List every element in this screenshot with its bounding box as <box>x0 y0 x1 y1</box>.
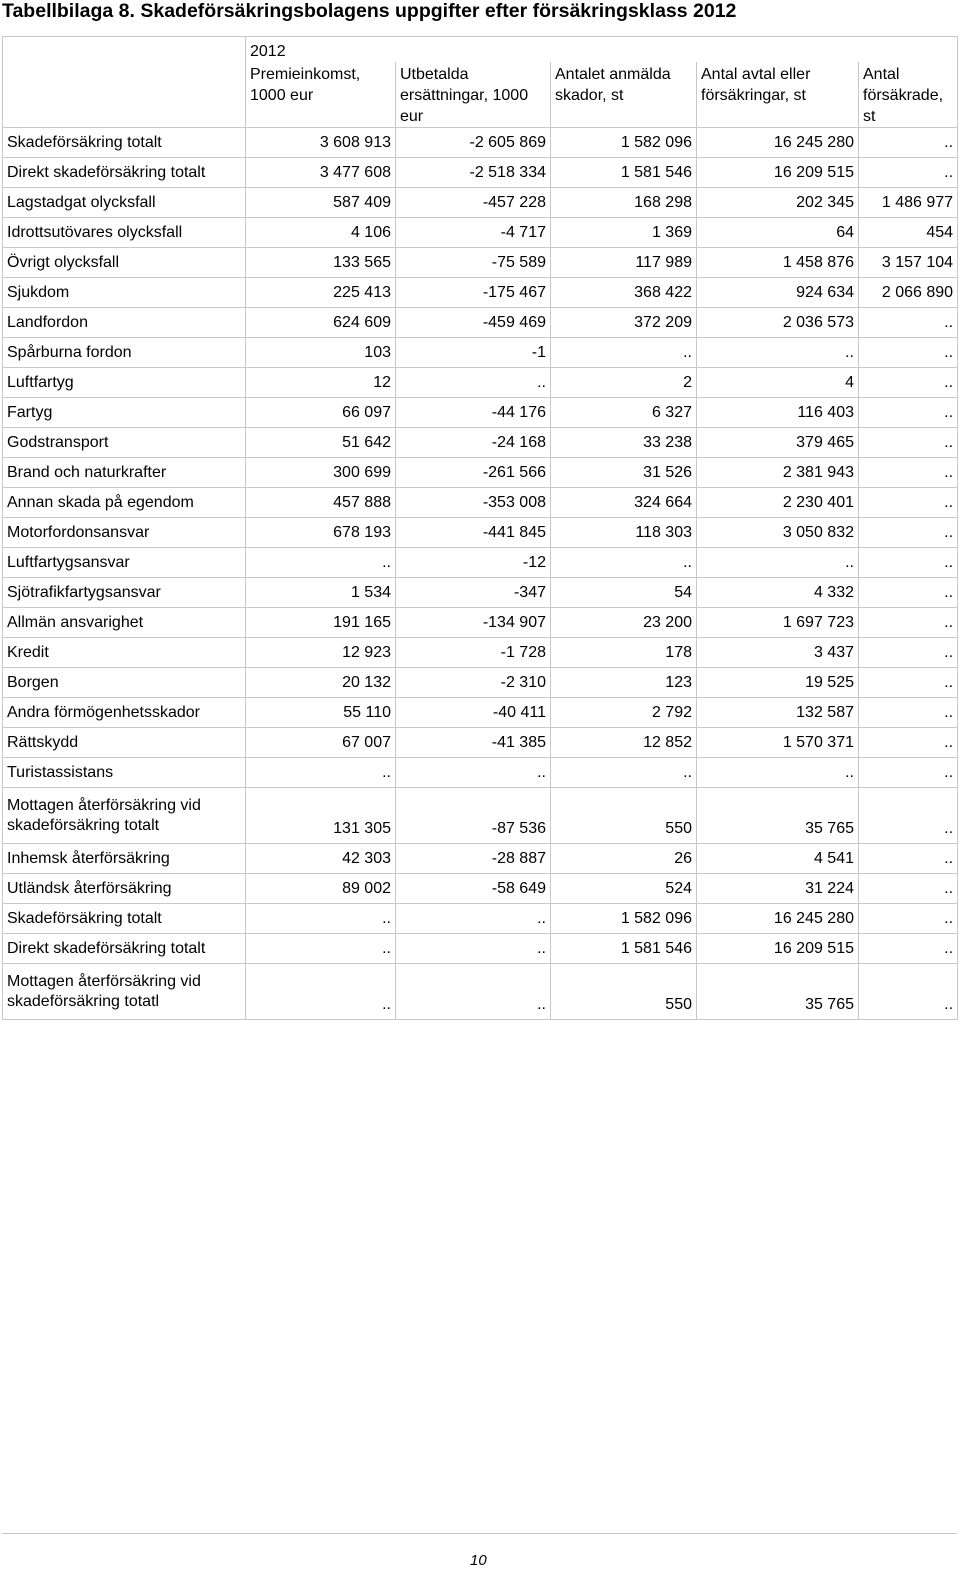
value-cell: 1 458 876 <box>697 248 859 278</box>
column-header-premium: Premieinkomst, 1000 eur <box>246 62 396 128</box>
value-cell: 66 097 <box>246 398 396 428</box>
value-cell: .. <box>697 548 859 578</box>
value-cell: 26 <box>551 844 697 874</box>
value-cell: .. <box>246 964 396 1020</box>
value-cell: -459 469 <box>396 308 551 338</box>
value-cell: 202 345 <box>697 188 859 218</box>
column-header-claims-paid: Utbetalda ersättningar, 1000 eur <box>396 62 551 128</box>
value-cell: 16 209 515 <box>697 158 859 188</box>
row-label: Annan skada på egendom <box>3 488 246 518</box>
value-cell: .. <box>551 548 697 578</box>
table-row <box>3 488 958 518</box>
value-cell: 372 209 <box>551 308 697 338</box>
value-cell: .. <box>396 368 551 398</box>
page-title: Tabellbilaga 8. Skadeförsäkringsbolagens uppgifter efter försäkringsklass 2012 <box>2 0 737 22</box>
value-cell: .. <box>859 608 958 638</box>
value-cell: 6 327 <box>551 398 697 428</box>
value-cell: 67 007 <box>246 728 396 758</box>
value-cell: 123 <box>551 668 697 698</box>
value-cell: .. <box>859 398 958 428</box>
table-row <box>3 698 958 728</box>
column-header-contracts: Antal avtal eller försäkringar, st <box>697 62 859 128</box>
value-cell: 379 465 <box>697 428 859 458</box>
value-cell: 35 765 <box>697 964 859 1020</box>
footer-divider <box>2 1533 957 1534</box>
value-cell: 64 <box>697 218 859 248</box>
value-cell: 51 642 <box>246 428 396 458</box>
table-row <box>3 728 958 758</box>
value-cell: 168 298 <box>551 188 697 218</box>
value-cell: 454 <box>859 218 958 248</box>
value-cell: 35 765 <box>697 788 859 844</box>
table-row <box>3 368 958 398</box>
value-cell: 2 381 943 <box>697 458 859 488</box>
value-cell: 1 369 <box>551 218 697 248</box>
value-cell: .. <box>859 128 958 158</box>
value-cell: -441 845 <box>396 518 551 548</box>
row-label: Spårburna fordon <box>3 338 246 368</box>
value-cell: .. <box>859 428 958 458</box>
table-row <box>3 638 958 668</box>
value-cell: .. <box>396 964 551 1020</box>
value-cell: 3 157 104 <box>859 248 958 278</box>
value-cell: .. <box>697 758 859 788</box>
value-cell: .. <box>859 728 958 758</box>
value-cell: 1 570 371 <box>697 728 859 758</box>
row-label: Rättskydd <box>3 728 246 758</box>
value-cell: .. <box>859 338 958 368</box>
value-cell: -457 228 <box>396 188 551 218</box>
table-row <box>3 578 958 608</box>
value-cell: 1 486 977 <box>859 188 958 218</box>
row-label: Brand och naturkrafter <box>3 458 246 488</box>
table-row <box>3 398 958 428</box>
value-cell: .. <box>859 934 958 964</box>
value-cell: -2 310 <box>396 668 551 698</box>
value-cell: 12 <box>246 368 396 398</box>
value-cell: .. <box>246 758 396 788</box>
value-cell: 20 132 <box>246 668 396 698</box>
value-cell: .. <box>859 488 958 518</box>
value-cell: 117 989 <box>551 248 697 278</box>
table-body <box>3 37 958 1020</box>
row-label: Fartyg <box>3 398 246 428</box>
value-cell: -134 907 <box>396 608 551 638</box>
value-cell: 1 697 723 <box>697 608 859 638</box>
value-cell: 3 437 <box>697 638 859 668</box>
value-cell: -41 385 <box>396 728 551 758</box>
row-label: Landfordon <box>3 308 246 338</box>
value-cell: -2 518 334 <box>396 158 551 188</box>
value-cell: .. <box>697 338 859 368</box>
value-cell: .. <box>859 844 958 874</box>
value-cell: -347 <box>396 578 551 608</box>
value-cell: 42 303 <box>246 844 396 874</box>
page-number: 10 <box>470 1552 487 1569</box>
value-cell: 524 <box>551 874 697 904</box>
value-cell: 103 <box>246 338 396 368</box>
value-cell: 2 230 401 <box>697 488 859 518</box>
value-cell: .. <box>859 458 958 488</box>
row-label: Borgen <box>3 668 246 698</box>
value-cell: -353 008 <box>396 488 551 518</box>
value-cell: -4 717 <box>396 218 551 248</box>
value-cell: 2 <box>551 368 697 398</box>
value-cell: 2 036 573 <box>697 308 859 338</box>
value-cell: .. <box>859 578 958 608</box>
value-cell: 16 245 280 <box>697 128 859 158</box>
row-label: Luftfartyg <box>3 368 246 398</box>
value-cell: 16 209 515 <box>697 934 859 964</box>
value-cell: 368 422 <box>551 278 697 308</box>
value-cell: 300 699 <box>246 458 396 488</box>
value-cell: 550 <box>551 788 697 844</box>
value-cell: .. <box>859 964 958 1020</box>
value-cell: 31 526 <box>551 458 697 488</box>
value-cell: .. <box>396 904 551 934</box>
value-cell: -24 168 <box>396 428 551 458</box>
value-cell: 12 852 <box>551 728 697 758</box>
value-cell: .. <box>859 368 958 398</box>
value-cell: 4 332 <box>697 578 859 608</box>
table-row <box>3 218 958 248</box>
value-cell: 54 <box>551 578 697 608</box>
table-row <box>3 608 958 638</box>
table-row <box>3 308 958 338</box>
table-row <box>3 518 958 548</box>
value-cell: -175 467 <box>396 278 551 308</box>
value-cell: .. <box>859 668 958 698</box>
row-label: Utländsk återförsäkring <box>3 874 246 904</box>
row-label: Mottagen återförsäkring vid skadeförsäkring totalt <box>3 788 246 844</box>
value-cell: .. <box>551 338 697 368</box>
value-cell: 1 582 096 <box>551 128 697 158</box>
value-cell: 178 <box>551 638 697 668</box>
value-cell: 191 165 <box>246 608 396 638</box>
value-cell: 4 541 <box>697 844 859 874</box>
value-cell: 33 238 <box>551 428 697 458</box>
table-row <box>3 874 958 904</box>
value-cell: .. <box>859 904 958 934</box>
value-cell: 587 409 <box>246 188 396 218</box>
header-corner-cell <box>3 37 246 128</box>
table-row <box>3 128 958 158</box>
value-cell: .. <box>859 638 958 668</box>
value-cell: 12 923 <box>246 638 396 668</box>
value-cell: .. <box>246 934 396 964</box>
value-cell: 457 888 <box>246 488 396 518</box>
table-row <box>3 548 958 578</box>
table-row <box>3 934 958 964</box>
value-cell: .. <box>859 698 958 728</box>
value-cell: .. <box>859 158 958 188</box>
year-header: 2012 <box>246 37 958 63</box>
value-cell: -2 605 869 <box>396 128 551 158</box>
row-label: Mottagen återförsäkring vid skadeförsäkring totatl <box>3 964 246 1020</box>
value-cell: 55 110 <box>246 698 396 728</box>
value-cell: 118 303 <box>551 518 697 548</box>
row-label: Andra förmögenhetsskador <box>3 698 246 728</box>
value-cell: -44 176 <box>396 398 551 428</box>
value-cell: 1 534 <box>246 578 396 608</box>
value-cell: -75 589 <box>396 248 551 278</box>
table-row <box>3 964 958 1020</box>
value-cell: 324 664 <box>551 488 697 518</box>
row-label: Skadeförsäkring totalt <box>3 904 246 934</box>
value-cell: 1 581 546 <box>551 934 697 964</box>
row-label: Direkt skadeförsäkring totalt <box>3 158 246 188</box>
value-cell: 3 050 832 <box>697 518 859 548</box>
value-cell: 924 634 <box>697 278 859 308</box>
value-cell: 2 792 <box>551 698 697 728</box>
value-cell: 19 525 <box>697 668 859 698</box>
row-label: Lagstadgat olycksfall <box>3 188 246 218</box>
row-label: Idrottsutövares olycksfall <box>3 218 246 248</box>
value-cell: -87 536 <box>396 788 551 844</box>
value-cell: 131 305 <box>246 788 396 844</box>
value-cell: .. <box>859 548 958 578</box>
value-cell: .. <box>859 874 958 904</box>
table-row <box>3 338 958 368</box>
value-cell: 4 106 <box>246 218 396 248</box>
table-row <box>3 758 958 788</box>
column-header-insured: Antal försäkrade, st <box>859 62 958 128</box>
column-header-reported-claims: Antalet anmälda skador, st <box>551 62 697 128</box>
table-row <box>3 668 958 698</box>
row-label: Allmän ansvarighet <box>3 608 246 638</box>
value-cell: -28 887 <box>396 844 551 874</box>
value-cell: .. <box>859 308 958 338</box>
value-cell: 132 587 <box>697 698 859 728</box>
row-label: Turistassistans <box>3 758 246 788</box>
value-cell: 16 245 280 <box>697 904 859 934</box>
value-cell: 550 <box>551 964 697 1020</box>
value-cell: -58 649 <box>396 874 551 904</box>
value-cell: -1 <box>396 338 551 368</box>
value-cell: 2 066 890 <box>859 278 958 308</box>
table-row <box>3 278 958 308</box>
value-cell: .. <box>859 788 958 844</box>
value-cell: 116 403 <box>697 398 859 428</box>
value-cell: 89 002 <box>246 874 396 904</box>
value-cell: -261 566 <box>396 458 551 488</box>
table-row <box>3 458 958 488</box>
value-cell: -1 728 <box>396 638 551 668</box>
row-label: Luftfartygsansvar <box>3 548 246 578</box>
value-cell: 23 200 <box>551 608 697 638</box>
value-cell: .. <box>859 758 958 788</box>
row-label: Sjukdom <box>3 278 246 308</box>
value-cell: 1 581 546 <box>551 158 697 188</box>
row-label: Skadeförsäkring totalt <box>3 128 246 158</box>
row-label: Inhemsk återförsäkring <box>3 844 246 874</box>
header-year-row <box>3 37 958 63</box>
value-cell: 3 477 608 <box>246 158 396 188</box>
statistics-table <box>2 36 958 1020</box>
row-label: Övrigt olycksfall <box>3 248 246 278</box>
value-cell: 133 565 <box>246 248 396 278</box>
value-cell: 624 609 <box>246 308 396 338</box>
table-row <box>3 844 958 874</box>
value-cell: 4 <box>697 368 859 398</box>
row-label: Godstransport <box>3 428 246 458</box>
value-cell: .. <box>246 904 396 934</box>
row-label: Motorfordonsansvar <box>3 518 246 548</box>
value-cell: 3 608 913 <box>246 128 396 158</box>
value-cell: .. <box>246 548 396 578</box>
value-cell: .. <box>859 518 958 548</box>
value-cell: 31 224 <box>697 874 859 904</box>
value-cell: 1 582 096 <box>551 904 697 934</box>
table-row <box>3 188 958 218</box>
row-label: Kredit <box>3 638 246 668</box>
value-cell: -12 <box>396 548 551 578</box>
table-row <box>3 788 958 844</box>
table-row <box>3 904 958 934</box>
value-cell: .. <box>551 758 697 788</box>
value-cell: -40 411 <box>396 698 551 728</box>
row-label: Sjötrafikfartygsansvar <box>3 578 246 608</box>
table-row <box>3 248 958 278</box>
table-row <box>3 158 958 188</box>
value-cell: 678 193 <box>246 518 396 548</box>
row-label: Direkt skadeförsäkring totalt <box>3 934 246 964</box>
value-cell: .. <box>396 934 551 964</box>
value-cell: 225 413 <box>246 278 396 308</box>
value-cell: .. <box>396 758 551 788</box>
table-row <box>3 428 958 458</box>
